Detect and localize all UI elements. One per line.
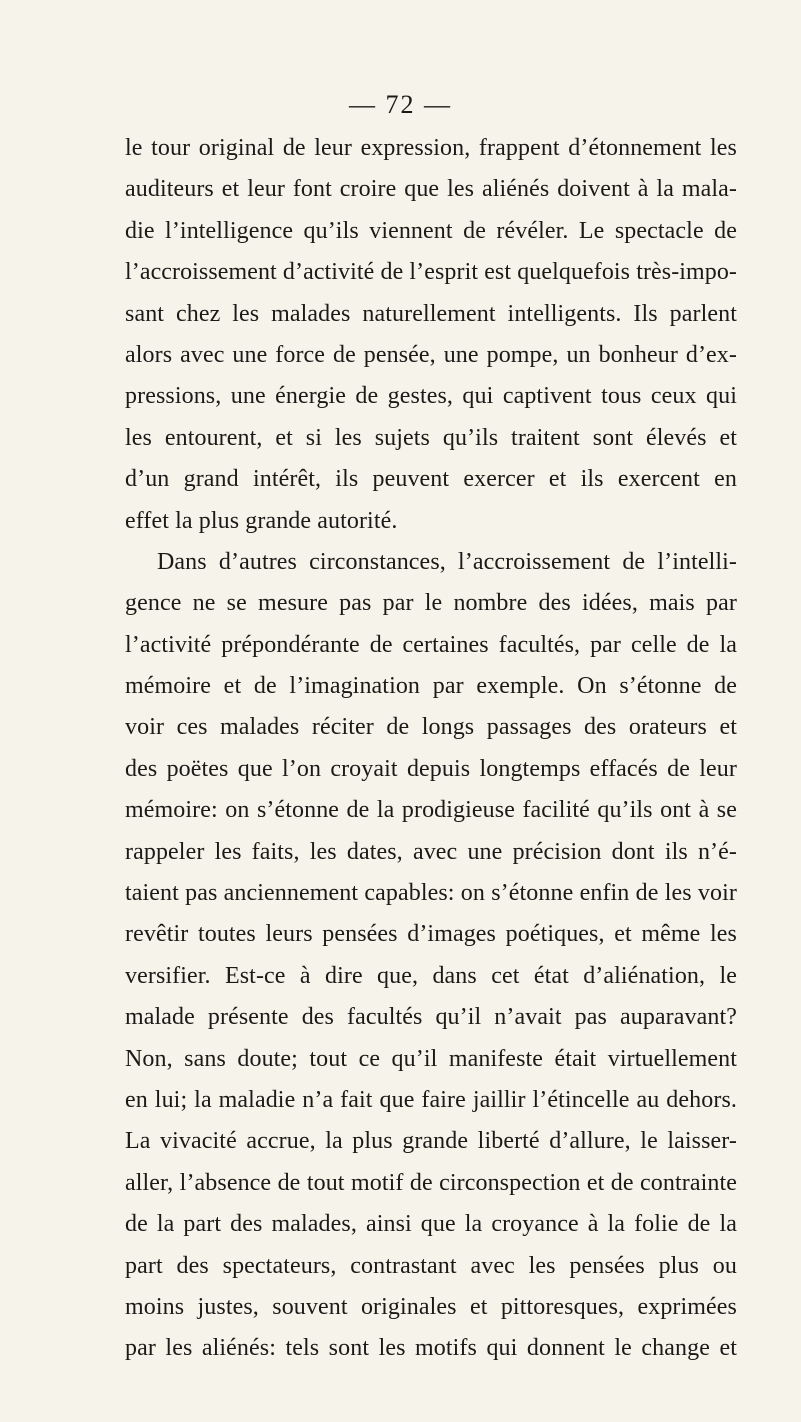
body-text: [125, 128, 737, 1370]
page-number: — 72 —: [349, 90, 452, 119]
text-line: die l’intelligence qu’ils viennent de révéler. Le spectacle de: [125, 217, 737, 244]
text-line: versifier. Est-ce à dire que, dans cet état d’aliénation, le: [125, 962, 737, 989]
text-line: pressions, une énergie de gestes, qui captivent tous ceux qui: [125, 383, 737, 410]
text-line: en lui; la maladie n’a fait que faire jaillir l’étincelle au dehors.: [125, 1086, 737, 1113]
text-line: de la part des malades, ainsi que la croyance à la folie de la: [125, 1211, 737, 1238]
text-line: auditeurs et leur font croire que les aliénés doivent à la mala-: [125, 176, 737, 203]
text-line: par les aliénés: tels sont les motifs qui donnent le change et: [125, 1335, 737, 1362]
text-line: voir ces malades réciter de longs passages des orateurs et: [125, 714, 737, 741]
text-line: effet la plus grande autorité.: [125, 507, 398, 534]
text-line: alors avec une force de pensée, une pompe, un bonheur d’ex-: [125, 341, 737, 368]
text-line: aller, l’absence de tout motif de circonspection et de contrainte: [125, 1169, 737, 1196]
text-line: gence ne se mesure pas par le nombre des idées, mais par: [125, 590, 737, 617]
text-line: malade présente des facultés qu’il n’avait pas auparavant?: [125, 1004, 737, 1031]
text-line: mémoire et de l’imagination par exemple. On s’étonne de: [125, 673, 737, 700]
text-line: rappeler les faits, les dates, avec une précision dont ils n’é-: [125, 838, 737, 865]
text-line: des poëtes que l’on croyait depuis longtemps effacés de leur: [125, 755, 737, 782]
text-line: d’un grand intérêt, ils peuvent exercer et ils exercent en: [125, 466, 737, 493]
text-line: mémoire: on s’étonne de la prodigieuse facilité qu’ils ont à se: [125, 797, 737, 824]
text-line: La vivacité accrue, la plus grande liberté d’allure, le laisser-: [125, 1128, 737, 1155]
text-line: le tour original de leur expression, frappent d’étonnement les: [125, 135, 737, 161]
text-line: moins justes, souvent originales et pittoresques, exprimées: [125, 1293, 737, 1320]
text-line: sant chez les malades naturellement intelligents. Ils parlent: [125, 300, 737, 327]
text-line: part des spectateurs, contrastant avec les pensées plus ou: [125, 1252, 737, 1279]
text-line: l’activité prépondérante de certaines facultés, par celle de la: [125, 631, 737, 658]
text-line: revêtir toutes leurs pensées d’images poétiques, et même les: [125, 921, 737, 948]
text-line: Dans d’autres circonstances, l’accroissement de l’intelli-: [157, 548, 737, 575]
text-line: Non, sans doute; tout ce qu’il manifeste était virtuellement: [125, 1045, 737, 1072]
text-line: l’accroissement d’activité de l’esprit est quelquefois très-impo-: [125, 259, 737, 286]
text-line: les entourent, et si les sujets qu’ils traitent sont élevés et: [125, 424, 737, 451]
text-line: taient pas anciennement capables: on s’étonne enfin de les voir: [125, 880, 737, 907]
